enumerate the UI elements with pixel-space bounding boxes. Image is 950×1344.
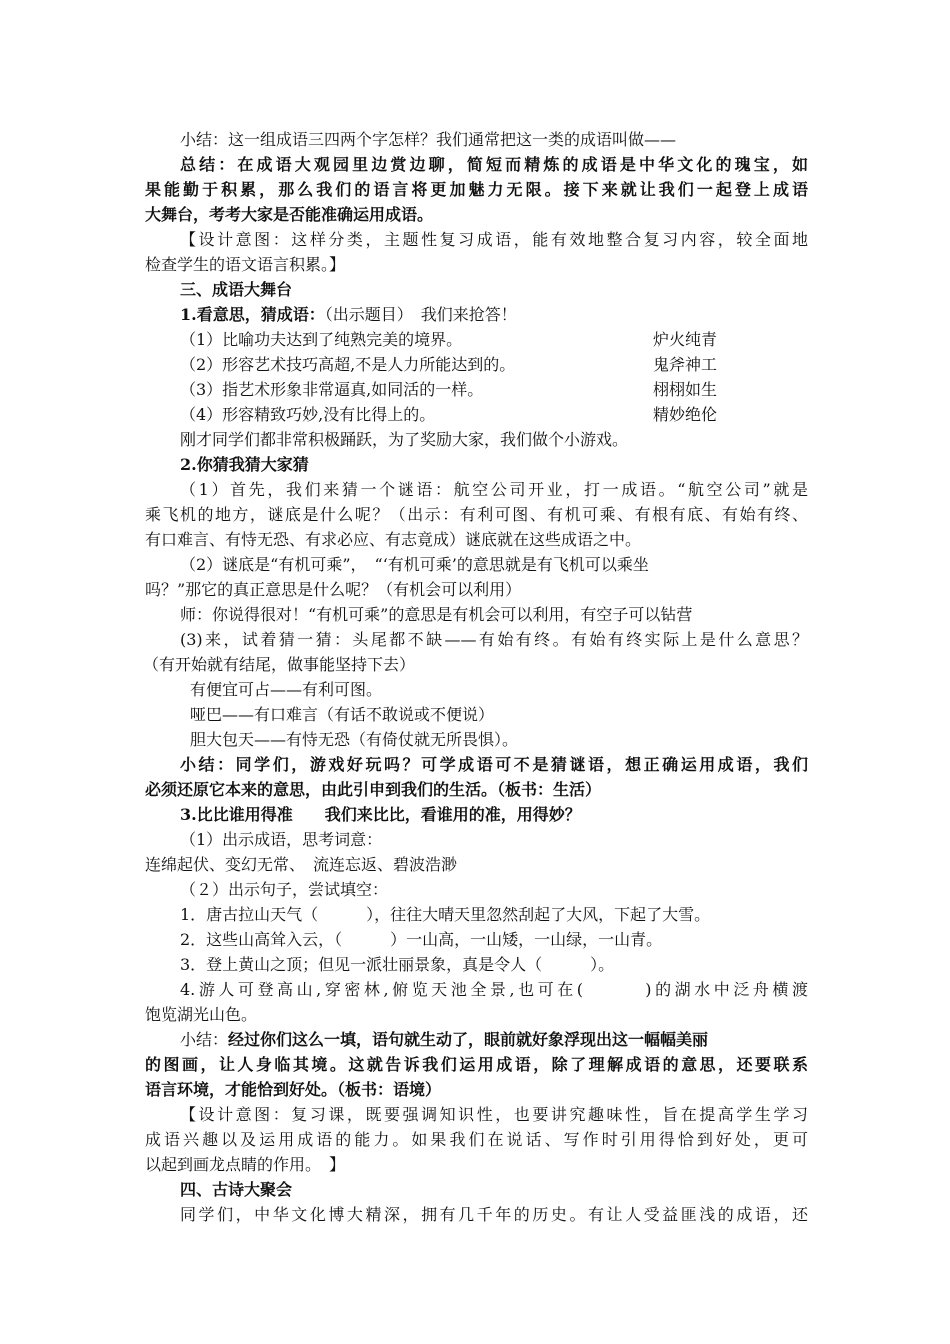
- text-line: 小结：这一组成语三四两个字怎样？我们通常把这一类的成语叫做——: [180, 130, 677, 149]
- text-line: （1）出示成语，思考词意：: [180, 830, 383, 849]
- summary-line: 必须还原它本来的意思，由此引申到我们的生活。（板书：生活）: [145, 780, 602, 799]
- quiz-question: （2）形容艺术技巧高超,不是人力所能达到的。: [180, 355, 516, 374]
- quiz-question: （1）比喻功夫达到了纯熟完美的境界。: [180, 330, 463, 349]
- summary-line: 果能勤于积累，那么我们的语言将更加魅力无限。接下来就让我们一起登上成语: [145, 180, 808, 199]
- summary-line: [180, 1028, 845, 1052]
- quiz-answer: 栩栩如生: [653, 380, 718, 399]
- text-line: 师：你说得很对！“有机可乘”的意思是有机会可以利用，有空子可以钻营: [180, 605, 693, 624]
- text-line: 有口难言、有恃无恐、有求必应、有志竟成）谜底就在这些成语之中。: [145, 530, 642, 549]
- text-line: （2）谜底是“有机可乘”， “‘有机可乘’的意思就是有飞机可以乘坐: [180, 555, 649, 574]
- text-line: 刚才同学们都非常积极踊跃，为了奖励大家，我们做个小游戏。: [180, 430, 629, 449]
- fill-blank-sentence: 1．唐古拉山天气（ ），往往大晴天里忽然刮起了大风，下起了大雪。: [180, 905, 711, 924]
- quiz-row: [180, 328, 810, 352]
- text-line: （２）出示句子，尝试填空：: [180, 880, 389, 899]
- summary-line: 总结：在成语大观园里边赏边聊，简短而精炼的成语是中华文化的瑰宝，如: [180, 155, 808, 174]
- quiz-question: （3）指艺术形象非常逼真,如同活的一样。: [180, 380, 484, 399]
- quiz-row: [180, 403, 810, 427]
- text-line: 吗？”那它的真正意思是什么呢？（有机会可以利用）: [145, 580, 522, 599]
- design-intent-line: 【设计意图：这样分类，主题性复习成语，能有效地整合复习内容，较全面地: [180, 230, 808, 249]
- subheading: 1.看意思，猜成语：: [180, 305, 325, 324]
- text-line: (3)来，试着猜一猜：头尾都不缺——有始有终。有始有终实际上是什么意思？: [180, 630, 808, 649]
- design-intent-line: 检查学生的语文语言积累。】: [145, 255, 346, 274]
- quiz-row: [180, 378, 810, 402]
- fill-blank-sentence: 2．这些山高耸入云，（ ）一山高，一山矮，一山绿，一山青。: [180, 930, 663, 949]
- quiz-answer: 鬼斧神工: [653, 355, 718, 374]
- quiz-answer: 精妙绝伦: [653, 405, 718, 424]
- design-intent-line: 【设计意图：复习课，既要强调知识性，也要讲究趣味性，旨在提高学生学习: [180, 1105, 808, 1124]
- subheading-line: [180, 303, 845, 327]
- fill-blank-sentence: 3．登上黄山之顶；但见一派壮丽景象，真是令人（ ）。: [180, 955, 615, 974]
- summary-label: 小结：: [180, 1030, 229, 1049]
- subheading: 2.你猜我猜大家猜: [180, 455, 309, 474]
- section-heading: 四、古诗大聚会: [180, 1180, 293, 1199]
- riddle-line: 胆大包天——有恃无恐（有倚仗就无所畏惧）。: [190, 730, 519, 749]
- fill-blank-sentence: 4.游人可登高山,穿密林,俯览天池全景,也可在( )的湖水中泛舟横渡: [180, 980, 808, 999]
- text-line: （有开始就有结尾，做事能坚持下去）: [143, 655, 416, 674]
- quiz-answer: 炉火纯青: [653, 330, 718, 349]
- idiom-list: 连绵起伏、变幻无常、 流连忘返、碧波浩渺: [145, 855, 458, 874]
- text-line: 乘飞机的地方，谜底是什么呢？（出示：有利可图、有机可乘、有根有底、有始有终、: [145, 505, 808, 524]
- summary-line: 小结：同学们，游戏好玩吗？可学成语可不是猜谜语，想正确运用成语，我们: [180, 755, 808, 774]
- quiz-question: （4）形容精致巧妙,没有比得上的。: [180, 405, 436, 424]
- design-intent-line: 以起到画龙点睛的作用。 】: [145, 1155, 346, 1174]
- summary-line: 的图画，让人身临其境。这就告诉我们运用成语，除了理解成语的意思，还要联系: [145, 1055, 808, 1074]
- quiz-row: [180, 353, 810, 377]
- subheading-note: （出示题目） 我们来抢答！: [324, 305, 517, 324]
- riddle-line: 哑巴——有口难言（有话不敢说或不便说）: [190, 705, 495, 724]
- fill-blank-sentence: 饱览湖光山色。: [145, 1005, 258, 1024]
- text-line: （1）首先，我们来猜一个谜语：航空公司开业，打一成语。“航空公司”就是: [180, 480, 808, 499]
- text-line: 同学们，中华文化博大精深，拥有几千年的历史。有让人受益匪浅的成语，还: [180, 1205, 808, 1224]
- section-heading: 三、成语大舞台: [180, 280, 293, 299]
- riddle-line: 有便宜可占——有利可图。: [190, 680, 383, 699]
- subheading: 3.比比谁用得准 我们来比比，看谁用的准，用得妙？: [180, 805, 581, 824]
- design-intent-line: 成语兴趣以及运用成语的能力。如果我们在说话、写作时引用得恰到好处，更可: [145, 1130, 808, 1149]
- summary-line: 大舞台，考考大家是否能准确运用成语。: [145, 205, 434, 224]
- summary-text: 经过你们这么一填，语句就生动了，眼前就好象浮现出这一幅幅美丽: [228, 1030, 709, 1049]
- summary-line: 语言环境，才能恰到好处。（板书：语境）: [145, 1080, 442, 1099]
